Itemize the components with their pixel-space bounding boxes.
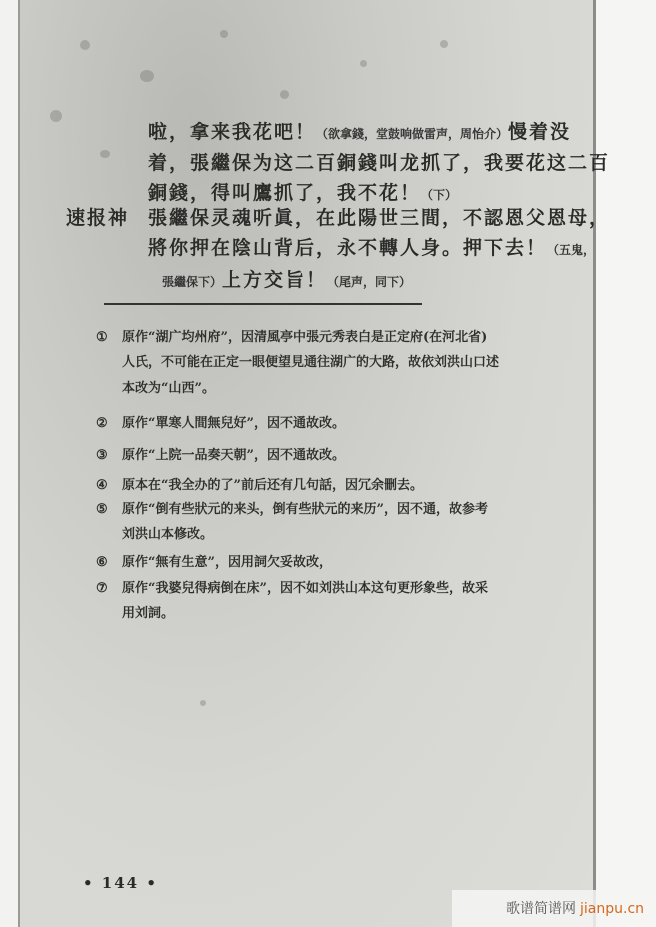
dialogue-text: 啦，拿来我花吧！ (148, 121, 317, 143)
footnote-3 (96, 444, 345, 463)
footnote-5-cont: 刘洪山本修改。 (122, 527, 214, 542)
paper-speck (140, 70, 154, 82)
footnote-number: ④ (96, 478, 108, 493)
footnote-text: 原本在“我全办的了”前后还有几句話，因冗余刪去。 (122, 478, 423, 493)
dialogue-text: 將你押在陰山背后，永不轉人身。押下去！ (148, 237, 548, 259)
footnote-6 (96, 551, 332, 570)
footnote-number: ⑤ (96, 502, 108, 517)
scan-left-margin (0, 0, 18, 927)
stage-direction: （尾声，同下） (327, 275, 412, 289)
footnote-text: 原作“無有生意”，因用詞欠妥故改， (122, 555, 332, 570)
footnote-number: ② (96, 416, 108, 431)
paper-speck (80, 40, 90, 50)
dialogue-line-4 (148, 203, 610, 230)
footnote-4 (96, 474, 423, 493)
scan-right-margin (596, 0, 656, 927)
watermark-url: jianpu.cn (580, 901, 645, 917)
footnote-number: ③ (96, 448, 108, 463)
footnote-1-cont: 人氏，不可能在正定一眼便望見通往湖广的大路，故依刘洪山口述 (122, 355, 500, 370)
footnote-number: ① (96, 330, 108, 345)
footnote-7 (96, 577, 488, 596)
dialogue-line-3 (148, 178, 457, 205)
footnote-text: 原作“倒有些狀元的来头，倒有些狀元的来历”，因不通，故参考 (122, 502, 488, 517)
paper-speck (440, 40, 448, 48)
dialogue-text: 着，張繼保为这二百銅錢叫龙抓了，我要花这二百 (148, 152, 611, 174)
stage-direction: 張繼保下） (162, 275, 223, 289)
dialogue-text: 張繼保灵魂听眞，在此陽世三間，不認恩父恩母， (148, 207, 611, 229)
footnote-number: ⑦ (96, 581, 108, 596)
stage-direction: （欲拿錢，堂鼓响做雷声，周怡介） (316, 127, 509, 141)
dialogue-text: 上方交旨！ (222, 269, 328, 291)
footnote-2 (96, 412, 345, 431)
page-number: • 144 • (83, 874, 158, 892)
site-watermark (506, 898, 644, 918)
dialogue-line-2 (148, 148, 610, 175)
dialogue-line-1 (148, 117, 571, 144)
footnote-text: 原作“湖广均州府”，因清風亭中張元秀表白是正定府(在河北省) (122, 330, 488, 345)
stage-direction: （下） (421, 188, 458, 202)
speaker-name: 速报神 (66, 207, 130, 229)
watermark-site-name: 歌谱简谱网 (506, 901, 576, 917)
footnote-7-cont: 用刘詞。 (122, 606, 175, 621)
paper-speck (220, 30, 228, 38)
dialogue-text: 慢着没 (508, 121, 572, 143)
dialogue-text: 銅錢，得叫鷹抓了，我不花！ (148, 182, 422, 204)
paper-speck (280, 90, 289, 99)
dialogue-line-6 (162, 265, 411, 292)
footnote-text: 原作“我婆兒得病倒在床”，因不如刘洪山本这句更形象些，故采 (122, 581, 488, 596)
paper-speck (50, 110, 62, 122)
footnote-1-cont: 本改为“山西”。 (122, 381, 215, 396)
footnote-text: 原作“單寒人間無兒好”，因不通故改。 (122, 416, 345, 431)
paper-speck (360, 60, 367, 67)
footnote-5 (96, 498, 488, 517)
footnote-1 (96, 326, 487, 345)
paper-speck (100, 150, 110, 158)
footnote-number: ⑥ (96, 555, 108, 570)
paper-speck (200, 700, 206, 706)
footnote-text: 原作“上院一品奏天朝”，因不通故改。 (122, 448, 345, 463)
dialogue-line-5 (148, 233, 595, 260)
stage-direction: （五鬼， (547, 243, 596, 257)
footnote-divider (104, 303, 422, 305)
